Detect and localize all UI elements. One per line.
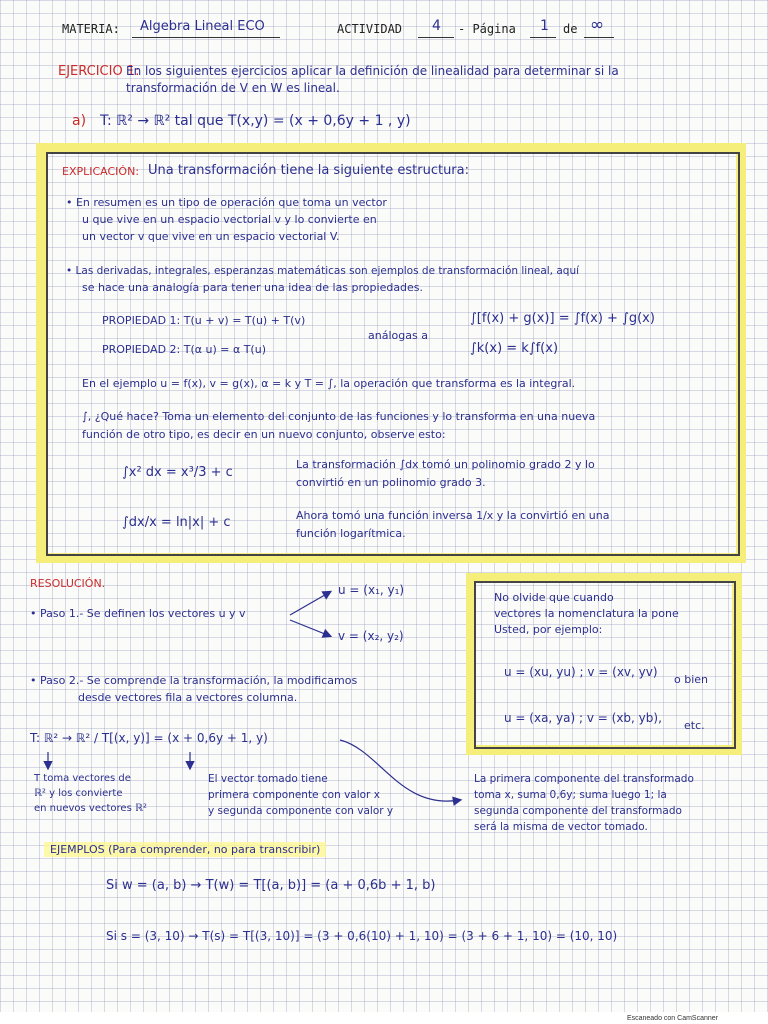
materia-value: Algebra Lineal ECO xyxy=(140,19,265,34)
nota-line3: Usted, por ejemplo: xyxy=(494,623,603,636)
nota-line1: No olvide que cuando xyxy=(494,591,614,604)
nota-formula-1: u = (xu, yu) ; v = (xv, yv) xyxy=(504,665,658,679)
scanner-footer: Escaneado con CamScanner xyxy=(626,1015,718,1022)
actividad-value: 4 xyxy=(432,18,441,34)
bullet2-line1: • Las derivadas, integrales, esperanzas matemáticas son ejemplos de transformación lineal, aquí xyxy=(66,265,580,277)
pagina-value: 1 xyxy=(540,18,549,34)
integral-property-2: ∫k(x) = k∫f(x) xyxy=(470,341,559,356)
nota-etc: etc. xyxy=(684,719,705,732)
example1-line1: La transformación ∫dx tomó un polinomio grado 2 y lo xyxy=(296,458,595,471)
de-label: de xyxy=(563,22,578,36)
nota-formula-2: u = (xa, ya) ; v = (xb, yb), xyxy=(504,711,662,725)
example2-formula: ∫dx/x = ln|x| + c xyxy=(122,515,231,530)
ejemplo-w: Si w = (a, b) → T(w) = T[(a, b)] = (a + 0,6b + 1, b) xyxy=(106,878,436,893)
note3-line3: segunda componente del transformado xyxy=(474,805,682,817)
note2-line1: El vector tomado tiene xyxy=(208,773,328,785)
paso2-line2: desde vectores fila a vectores columna. xyxy=(78,691,298,704)
bullet1-line3: un vector v que vive en un espacio vectorial V. xyxy=(82,230,340,243)
paso1-text: • Paso 1.- Se definen los vectores u y v xyxy=(30,607,246,620)
propiedad-1: PROPIEDAD 1: T(u + v) = T(u) + T(v) xyxy=(102,314,306,327)
note3-line2: toma x, suma 0,6y; suma luego 1; la xyxy=(474,789,667,801)
ejemplos-label: EJEMPLOS (Para comprender, no para transcribir) xyxy=(44,842,326,857)
note3-line4: será la misma de vector tomado. xyxy=(474,821,648,833)
note2-line2: primera componente con valor x xyxy=(208,789,380,801)
nota-obien: o bien xyxy=(674,673,709,686)
actividad-label: ACTIVIDAD xyxy=(337,22,403,36)
note1-line2: ℝ² y los convierte xyxy=(34,788,123,799)
v-vector: v = (x₂, y₂) xyxy=(338,629,404,643)
item-label: a) xyxy=(72,113,87,129)
paso2-line1: • Paso 2.- Se comprende la transformación, la modificamos xyxy=(30,674,358,687)
bullet1-line2: u que vive en un espacio vectorial v y lo convierte en xyxy=(82,213,377,226)
ejemplo-line: En el ejemplo u = f(x), v = g(x), α = k y T = ∫, la operación que transforma es la integral. xyxy=(82,377,576,390)
nota-line2: vectores la nomenclatura la pone xyxy=(494,607,679,620)
resolucion-label: RESOLUCIÓN. xyxy=(30,577,106,590)
ejercicio-label: EJERCICIO 1: xyxy=(58,64,140,79)
de-value: ∞ xyxy=(590,15,605,35)
example2-line2: función logarítmica. xyxy=(296,527,406,540)
bullet1-line1: • En resumen es un tipo de operación que toma un vector xyxy=(66,196,387,209)
transformation-definition: T: ℝ² → ℝ² / T[(x, y)] = (x + 0,6y + 1, y) xyxy=(30,731,268,745)
que-hace-line1: ∫, ¿Qué hace? Toma un elemento del conjunto de las funciones y lo transforma en una nueva xyxy=(82,410,596,423)
u-vector: u = (x₁, y₁) xyxy=(338,583,405,597)
analogas-text: análogas a xyxy=(368,329,428,342)
ejercicio-line1: En los siguientes ejercicios aplicar la definición de linealidad para determinar si la xyxy=(126,64,619,78)
item-text: T: ℝ² → ℝ² tal que T(x,y) = (x + 0,6y + 1 , y) xyxy=(100,113,411,129)
example1-line2: convirtió en un polinomio grado 3. xyxy=(296,476,486,489)
example1-formula: ∫x² dx = x³/3 + c xyxy=(122,465,233,480)
propiedad-2: PROPIEDAD 2: T(α u) = α T(u) xyxy=(102,343,266,356)
pagina-label: - Página xyxy=(458,22,516,36)
que-hace-line2: función de otro tipo, es decir en un nuevo conjunto, observe esto: xyxy=(82,428,446,441)
ejemplo-s: Si s = (3, 10) → T(s) = T[(3, 10)] = (3 + 0,6(10) + 1, 10) = (3 + 6 + 1, 10) = (10, 10) xyxy=(106,929,618,943)
explicacion-intro: Una transformación tiene la siguiente estructura: xyxy=(148,163,470,178)
note1-line3: en nuevos vectores ℝ² xyxy=(34,803,147,814)
note3-line1: La primera componente del transformado xyxy=(474,773,694,785)
integral-property-1: ∫[f(x) + g(x)] = ∫f(x) + ∫g(x) xyxy=(470,311,655,326)
materia-label: MATERIA: xyxy=(62,22,120,36)
ejercicio-line2: transformación de V en W es lineal. xyxy=(126,81,340,95)
bullet2-line2: se hace una analogía para tener una idea de las propiedades. xyxy=(82,281,424,294)
example2-line1: Ahora tomó una función inversa 1/x y la convirtió en una xyxy=(296,509,610,522)
note2-line3: y segunda componente con valor y xyxy=(208,805,394,817)
note1-line1: T toma vectores de xyxy=(34,773,131,784)
explicacion-label: EXPLICACIÓN: xyxy=(62,165,140,178)
